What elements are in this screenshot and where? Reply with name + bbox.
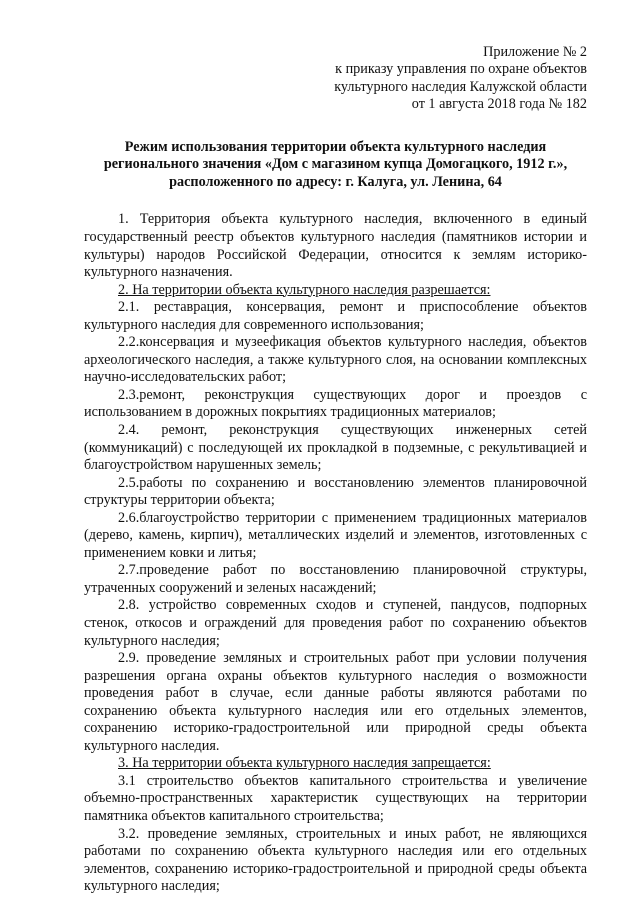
section-2-heading-text: 2. На территории объекта культурного наследия разрешается:: [118, 281, 491, 298]
appendix-line-2: к приказу управления по охране объектов: [335, 61, 587, 78]
section-3-heading: [84, 755, 587, 773]
section-2-heading: [84, 282, 587, 300]
item-2-4: 2.4. ремонт, реконструкция существующих инженерных сетей (коммуникаций) с последующей их прокладкой в подземные, с рекультивацией и благоустройством нарушенных земель;: [84, 421, 587, 474]
item-2-5: 2.5.работы по сохранению и восстановлению элементов планировочной структуры территории объекта;: [84, 474, 587, 509]
section-3-heading-text: 3. На территории объекта культурного наследия запрещается:: [118, 755, 491, 772]
item-2-2: 2.2.консервация и музеефикация объектов культурного наследия, объектов археологического наследия, а также культурного слоя, на основании комплексных научно-исследовательских работ;: [84, 334, 587, 386]
item-2-1: 2.1. реставрация, консервация, ремонт и приспособление объектов культурного наследия для современного использования;: [84, 299, 587, 333]
appendix-line-3: культурного наследия Калужской области: [334, 78, 587, 95]
paragraph-1: 1. Территория объекта культурного наследия, включенного в единый государственный реестр объектов культурного наследия (памятников истории и культуры) народов Российской Федерации, относится к землям историко-культурного назначения.: [84, 211, 587, 281]
item-2-9: 2.9. проведение земляных и строительных работ при условии получения разрешения органа охраны объектов культурного наследия о возможности проведения работ в случае, если данные работы являются работами по сохранению объекта культурного наследия или его отдельных элементов, сохранению историко-градостроительной или природной среды объекта культурного наследия.: [84, 650, 587, 754]
item-3-2: 3.2. проведение земляных, строительных и иных работ, не являющихся работами по сохранению объекта культурного наследия или его отдельных элементов, сохранению историко-градостроительной и природной среды объекта культурного наследия;: [84, 825, 587, 895]
document-title: [84, 139, 587, 192]
item-2-3: 2.3.ремонт, реконструкция существующих дорог и проездов с использованием в дорожных покрытиях традиционных материалов;: [84, 386, 587, 421]
item-2-7: 2.7.проведение работ по восстановлению планировочной структуры, утраченных сооружений и зеленых насаждений;: [84, 562, 587, 596]
title-line-1: Режим использования территории объекта культурного наследия: [124, 138, 547, 155]
item-2-6: 2.6.благоустройство территории с применением традиционных материалов (дерево, камень, кирпич), металлических изделий и элементов, изготовленных с применением ковки и литья;: [84, 509, 587, 561]
appendix-line-4: от 1 августа 2018 года № 182: [411, 96, 587, 113]
title-line-3: расположенного по адресу: г. Калуга, ул. Ленина, 64: [169, 173, 502, 190]
title-line-2: регионального значения «Дом с магазином купца Домогацкого, 1912 г.»,: [103, 156, 568, 173]
document-body: [84, 211, 587, 895]
item-3-1: 3.1 строительство объектов капитального строительства и увеличение объемно-пространственных характеристик существующих на территории памятника объектов капитального строительства;: [84, 772, 587, 824]
appendix-header: [84, 44, 587, 114]
item-2-8: 2.8. устройство современных сходов и ступеней, пандусов, подпорных стенок, откосов и ограждений для проведения работ по сохранению объектов культурного наследия;: [84, 597, 587, 649]
appendix-line-1: Приложение № 2: [483, 44, 587, 60]
